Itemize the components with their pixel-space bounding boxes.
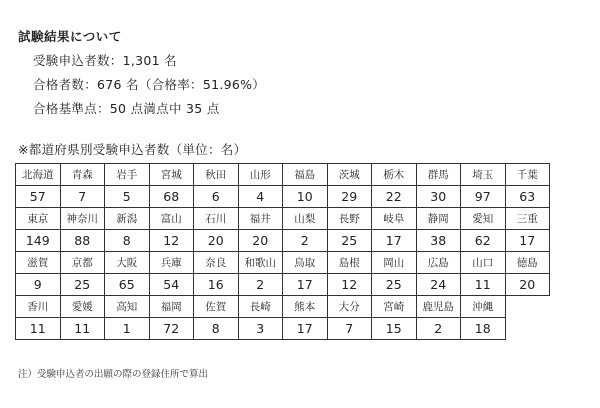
prefecture-name-cell: 長野 [327, 208, 372, 230]
applicants-count: 受験申込者数：1,301 名 [33, 53, 177, 68]
applicant-count-cell: 15 [372, 318, 417, 340]
applicant-count-cell: 11 [16, 318, 61, 340]
prefecture-name-cell: 石川 [194, 208, 239, 230]
prefecture-name-cell: 茨城 [327, 164, 372, 186]
prefecture-name-cell: 大分 [327, 296, 372, 318]
prefecture-name-cell: 山口 [461, 252, 506, 274]
applicant-count-cell: 20 [194, 230, 239, 252]
prefecture-name-cell: 愛知 [461, 208, 506, 230]
applicant-count-cell: 30 [416, 186, 461, 208]
applicant-count-cell: 16 [194, 274, 239, 296]
prefecture-name-cell: 千葉 [505, 164, 550, 186]
applicant-count-cell: 38 [416, 230, 461, 252]
applicant-count-cell: 25 [372, 274, 417, 296]
prefecture-name-cell: 宮城 [149, 164, 194, 186]
prefecture-name-cell: 京都 [60, 252, 105, 274]
applicant-count-cell: 2 [283, 230, 328, 252]
applicant-count-cell: 8 [194, 318, 239, 340]
prefecture-name-cell: 新潟 [105, 208, 150, 230]
applicant-count-cell: 62 [461, 230, 506, 252]
prefecture-name-cell: 和歌山 [238, 252, 283, 274]
prefecture-name-cell: 鳥取 [283, 252, 328, 274]
applicant-count-cell: 65 [105, 274, 150, 296]
applicant-count-cell: 63 [505, 186, 550, 208]
prefecture-name-cell: 長崎 [238, 296, 283, 318]
prefecture-name-cell: 島根 [327, 252, 372, 274]
prefecture-name-cell: 山梨 [283, 208, 328, 230]
applicant-count-cell: 24 [416, 274, 461, 296]
applicant-count-cell: 25 [327, 230, 372, 252]
applicant-count-cell: 29 [327, 186, 372, 208]
applicant-count-cell: 20 [505, 274, 550, 296]
prefecture-name-cell: 愛媛 [60, 296, 105, 318]
applicant-count-cell: 11 [60, 318, 105, 340]
prefecture-name-cell: 埼玉 [461, 164, 506, 186]
prefecture-name-cell: 沖縄 [461, 296, 506, 318]
prefecture-name-row [16, 208, 550, 230]
applicant-count-cell: 11 [461, 274, 506, 296]
applicant-count-cell: 88 [60, 230, 105, 252]
applicant-count-cell: 17 [283, 274, 328, 296]
passing-criteria: 合格基準点：50 点満点中 35 点 [33, 101, 220, 116]
applicant-count-cell: 12 [149, 230, 194, 252]
prefecture-name-cell: 徳島 [505, 252, 550, 274]
applicant-count-cell: 20 [238, 230, 283, 252]
prefecture-name-cell: 岩手 [105, 164, 150, 186]
prefecture-name-cell: 岡山 [372, 252, 417, 274]
prefecture-name-cell: 福井 [238, 208, 283, 230]
prefecture-name-cell: 鹿児島 [416, 296, 461, 318]
applicant-count-cell: 18 [461, 318, 506, 340]
applicant-count-row [16, 186, 550, 208]
prefecture-name-cell: 秋田 [194, 164, 239, 186]
applicant-count-cell: 8 [105, 230, 150, 252]
applicant-count-cell: 54 [149, 274, 194, 296]
applicant-count-cell: 6 [194, 186, 239, 208]
applicant-count-cell: 5 [105, 186, 150, 208]
prefecture-name-cell: 東京 [16, 208, 61, 230]
prefecture-name-cell: 岐阜 [372, 208, 417, 230]
applicant-count-cell: 97 [461, 186, 506, 208]
empty-cell [505, 318, 550, 340]
prefecture-name-cell: 広島 [416, 252, 461, 274]
prefecture-name-cell: 奈良 [194, 252, 239, 274]
empty-cell [505, 296, 550, 318]
prefecture-name-cell: 福島 [283, 164, 328, 186]
applicant-count-cell: 68 [149, 186, 194, 208]
prefecture-name-row [16, 164, 550, 186]
prefecture-name-cell: 大阪 [105, 252, 150, 274]
applicant-count-cell: 9 [16, 274, 61, 296]
applicant-count-row [16, 230, 550, 252]
applicant-count-cell: 12 [327, 274, 372, 296]
prefecture-name-cell: 富山 [149, 208, 194, 230]
prefecture-name-cell: 香川 [16, 296, 61, 318]
prefecture-table [15, 163, 550, 340]
applicant-count-cell: 2 [416, 318, 461, 340]
applicant-count-cell: 17 [283, 318, 328, 340]
prefecture-name-cell: 北海道 [16, 164, 61, 186]
passed-count: 合格者数：676 名（合格率：51.96%） [33, 77, 266, 92]
prefecture-name-cell: 静岡 [416, 208, 461, 230]
applicant-count-row [16, 318, 550, 340]
prefecture-name-cell: 三重 [505, 208, 550, 230]
applicant-count-row [16, 274, 550, 296]
prefecture-name-cell: 宮崎 [372, 296, 417, 318]
applicant-count-cell: 22 [372, 186, 417, 208]
page-title: 試験結果について [18, 29, 122, 44]
applicant-count-cell: 7 [327, 318, 372, 340]
prefecture-name-cell: 福岡 [149, 296, 194, 318]
prefecture-name-cell: 群馬 [416, 164, 461, 186]
prefecture-name-cell: 栃木 [372, 164, 417, 186]
applicant-count-cell: 2 [238, 274, 283, 296]
footnote: 注）受験申込者の出願の際の登録住所で算出 [18, 369, 209, 380]
applicant-count-cell: 57 [16, 186, 61, 208]
applicant-count-cell: 7 [60, 186, 105, 208]
prefecture-name-cell: 佐賀 [194, 296, 239, 318]
applicant-count-cell: 4 [238, 186, 283, 208]
prefecture-name-cell: 神奈川 [60, 208, 105, 230]
applicant-count-cell: 3 [238, 318, 283, 340]
applicant-count-cell: 1 [105, 318, 150, 340]
prefecture-name-cell: 高知 [105, 296, 150, 318]
prefecture-name-cell: 兵庫 [149, 252, 194, 274]
applicant-count-cell: 17 [505, 230, 550, 252]
prefecture-name-row [16, 252, 550, 274]
prefecture-name-cell: 滋賀 [16, 252, 61, 274]
prefecture-name-row [16, 296, 550, 318]
applicant-count-cell: 17 [372, 230, 417, 252]
applicant-count-cell: 10 [283, 186, 328, 208]
prefecture-name-cell: 山形 [238, 164, 283, 186]
applicant-count-cell: 25 [60, 274, 105, 296]
applicant-count-cell: 72 [149, 318, 194, 340]
prefecture-name-cell: 青森 [60, 164, 105, 186]
table-title: ※都道府県別受験申込者数（単位：名） [18, 142, 247, 157]
applicant-count-cell: 149 [16, 230, 61, 252]
prefecture-name-cell: 熊本 [283, 296, 328, 318]
